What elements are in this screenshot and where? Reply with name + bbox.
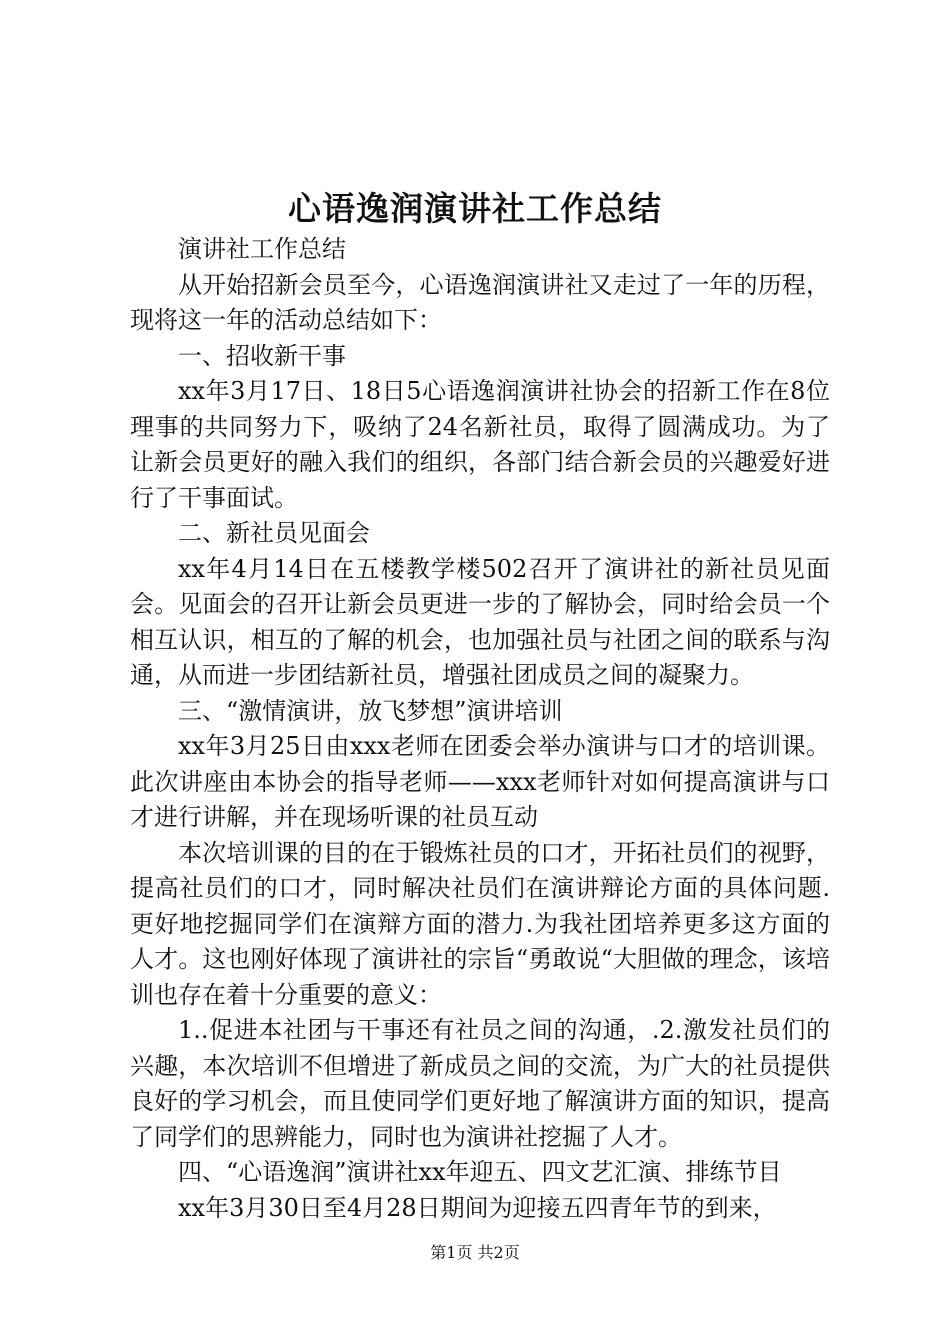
paragraph: 从开始招新会员至今，心语逸润演讲社又走过了一年的历程，现将这一年的活动总结如下： <box>130 270 830 334</box>
section-heading: 三、“激情演讲，放飞梦想”演讲培训 <box>178 696 563 725</box>
section-heading: 二、新社员见面会 <box>178 519 370 547</box>
paragraph: xx年4月14日在五楼教学楼502召开了演讲社的新社员见面会。见面会的召开让新会员更进一步的了解协会，同时给会员一个相互认识，相互的了解的机会，也加强社员与社团之间的联系与沟通，从而进一步团结新社员，增强社团成员之间的凝聚力。 <box>130 554 830 689</box>
paragraph: 1..促进本社团与干事还有社员之间的沟通，.2.激发社员们的兴趣，本次培训不但增进了新成员之间的交流，为广大的社员提供良好的学习机会，而且使同学们更好地了解演讲方面的知识，提高了同学们的思辨能力，同时也为演讲社挖掘了人才。 <box>130 1016 830 1151</box>
paragraph: 本次培训课的目的在于锻炼社员的口才，开拓社员们的视野，提高社员们的口才，同时解决社员们在演讲辩论方面的具体问题.更好地挖掘同学们在演辩方面的潜力.为我社团培养更多这方面的人才。这也刚好体现了演讲社的宗旨“勇敢说“大胆做的理念，该培训也存在着十分重要的意义： <box>130 838 830 1009</box>
page-footer: 第1页 共2页 <box>430 1243 520 1262</box>
paragraph: 演讲社工作总结 <box>178 235 346 263</box>
paragraph: xx年3月30日至4月28日期间为迎接五四青年节的到来， <box>178 1193 777 1222</box>
document-body <box>130 232 830 1226</box>
document-title: 心语逸润演讲社工作总结 <box>288 189 662 228</box>
paragraph: xx年3月25日由xxx老师在团委会举办演讲与口才的培训课。此次讲座由本协会的指导老师——xxx老师针对如何提高演讲与口才进行讲解，并在现场听课的社员互动 <box>130 732 830 831</box>
section-heading: 一、招收新干事 <box>178 341 346 370</box>
section-heading: 四、“心语逸润”演讲社xx年迎五、四文艺汇演、排练节目 <box>178 1158 782 1186</box>
paragraph: xx年3月17日、18日5心语逸润演讲社协会的招新工作在8位理事的共同努力下，吸纳了24名新社员，取得了圆满成功。为了让新会员更好的融入我们的组织，各部门结合新会员的兴趣爱好进行了干事面试。 <box>130 377 830 512</box>
